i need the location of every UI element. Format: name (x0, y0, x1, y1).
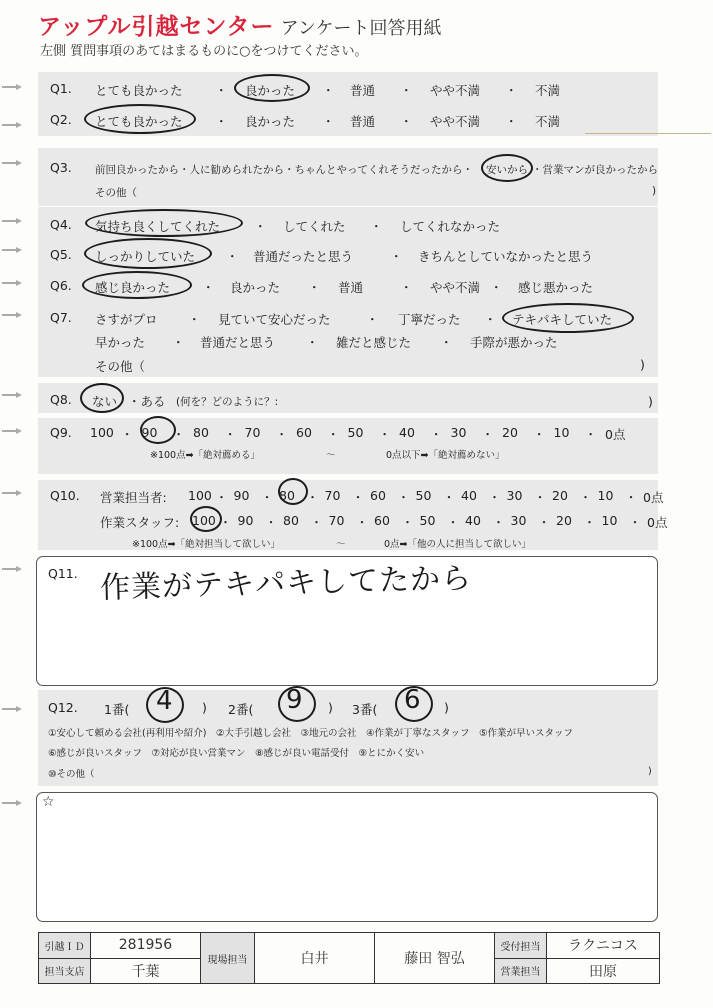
q12-choices-line-1: ①安心して頼める会社(再利用や紹介) ②大手引越し会社 ③地元の会社 ④作業が丁寧なスタッフ ⑤作業が早いスタッフ (48, 728, 573, 739)
scale-option[interactable]: 10 (597, 488, 614, 503)
q6-label: Q6. (50, 278, 72, 293)
separator-dot: ・ (505, 114, 518, 129)
q9-note-mid: 〜 (326, 450, 336, 461)
scale-option[interactable]: 100 (188, 488, 212, 503)
separator-dot: ・ (401, 515, 414, 530)
q7-option-2[interactable]: 見ていて安心だった (218, 312, 331, 327)
q11-label: Q11. (48, 566, 78, 581)
q7-other[interactable]: その他（ (95, 359, 146, 374)
separator-dot: ・ (264, 515, 278, 530)
office-use-table (38, 932, 660, 984)
selection-circle (278, 686, 316, 722)
q10-note-right: 0点➡「他の人に担当して欲しい」 (384, 539, 532, 550)
scale-option[interactable]: 70 (244, 425, 261, 440)
separator-dot: ・ (215, 114, 228, 129)
q2-option-4[interactable]: やや不満 (430, 114, 481, 129)
scale-option[interactable]: 100 (90, 425, 114, 440)
separator-dot: ・ (215, 490, 228, 505)
q3-reasons: 前回良かったから・人に勧められたから・ちゃんとやってくれそうだったから・ (95, 164, 473, 176)
separator-dot: ・ (366, 312, 379, 327)
q12-rank1-value[interactable]: 4 (156, 686, 173, 716)
q1-option-2[interactable]: 良かった (245, 83, 296, 98)
q3-label: Q3. (50, 160, 72, 175)
q5-option-3[interactable]: きちんとしていなかったと思う (418, 249, 594, 264)
selection-circle (502, 303, 634, 333)
q2-option-1[interactable]: とても良かった (95, 114, 183, 129)
q3-reasons-tail: ・営業マンが良かったから (532, 164, 658, 176)
separator-dot: ・ (188, 312, 201, 327)
q9-note-left: ※100点➡「絶対薦める」 (150, 450, 261, 461)
arrow-icon (2, 122, 24, 128)
separator-dot: ・ (378, 427, 391, 442)
star-icon: ☆ (42, 794, 55, 810)
separator-dot: ・ (492, 515, 505, 530)
q1-option-1[interactable]: とても良かった (95, 83, 183, 98)
separator-dot: ・ (400, 83, 413, 98)
q10-sales-label: 営業担当者: (100, 490, 167, 505)
site-staff-label: 現場担当 (201, 933, 255, 984)
separator-dot: ・ (172, 335, 185, 350)
separator-dot: ・ (355, 515, 369, 530)
separator-dot: ・ (446, 515, 460, 530)
scale-option[interactable]: 20 (552, 488, 568, 503)
q10-label: Q10. (50, 488, 80, 503)
separator-dot: ・ (254, 219, 267, 234)
scale-option[interactable]: 70 (328, 513, 345, 528)
q9-note-right: 0点以下➡「絶対薦めない」 (386, 450, 505, 461)
scale-option[interactable]: 20 (556, 513, 572, 528)
site-staff-1: 白井 (255, 933, 375, 984)
q6-option-5[interactable]: 感じ悪かった (518, 280, 594, 295)
paren-close: ) (648, 394, 653, 409)
separator-dot: ・ (326, 427, 340, 442)
arrow-icon (2, 280, 24, 286)
form-title (38, 8, 441, 41)
separator-dot: ・ (322, 83, 335, 98)
q12-rank3-label: 3番( (352, 702, 378, 717)
selection-circle (85, 209, 243, 237)
separator-dot: ・ (628, 515, 642, 530)
scale-option[interactable]: 10 (553, 425, 570, 440)
q7-option-8[interactable]: 手際が悪かった (470, 335, 558, 350)
scale-option[interactable]: 80 (279, 488, 295, 503)
q7-option-6[interactable]: 普通だと思う (200, 335, 276, 350)
selection-circle (278, 478, 308, 505)
selection-circle (84, 238, 212, 269)
q1-option-3[interactable]: 普通 (350, 83, 376, 98)
arrow-icon (2, 160, 24, 166)
q7-option-1[interactable]: さすがプロ (95, 312, 158, 327)
scale-option[interactable]: 60 (296, 425, 312, 440)
scale-option[interactable]: 30 (450, 425, 467, 440)
scale-option[interactable]: 100 (192, 513, 216, 528)
q2-option-2[interactable]: 良かった (245, 114, 296, 129)
q5-option-1[interactable]: しっかりしていた (95, 249, 196, 264)
scale-option[interactable]: 70 (324, 488, 341, 503)
q12-rank2-label: 2番( (228, 702, 254, 717)
q5-option-2[interactable]: 普通だったと思う (253, 249, 354, 264)
scale-option[interactable]: 90 (237, 513, 254, 528)
scale-option[interactable]: 10 (601, 513, 618, 528)
separator-dot: ・ (306, 335, 319, 350)
q2-option-3[interactable]: 普通 (350, 114, 376, 129)
separator-dot: ・ (400, 114, 413, 129)
q8-label: Q8. (50, 392, 72, 407)
separator-dot: ・ (120, 427, 134, 442)
q6-option-2[interactable]: 良かった (230, 280, 281, 295)
paren-close: ) (444, 700, 449, 715)
q7-option-3[interactable]: 丁寧だった (398, 312, 461, 327)
separator-dot: ・ (306, 490, 319, 505)
separator-dot: ・ (583, 515, 596, 530)
paren-close: ) (328, 700, 333, 715)
q4-option-2[interactable]: してくれた (283, 219, 346, 234)
scale-option[interactable]: 90 (141, 425, 158, 440)
paren-close: ) (648, 766, 652, 777)
scale-option[interactable]: 0点 (643, 490, 664, 505)
reception-value: ラクニコス (547, 933, 660, 959)
separator-dot: ・ (215, 83, 228, 98)
move-id-value: 281956 (91, 933, 201, 959)
q12-rank2-value[interactable]: 9 (286, 685, 303, 715)
q1-label: Q1. (50, 81, 72, 96)
scale-option[interactable]: 20 (502, 425, 518, 440)
separator-dot: ・ (484, 312, 497, 327)
separator-dot: ・ (275, 427, 288, 442)
separator-dot: ・ (400, 280, 413, 295)
arrow-icon (2, 247, 24, 253)
separator-dot: ・ (226, 249, 239, 264)
q9-label: Q9. (50, 425, 72, 440)
q7-option-4[interactable]: テキパキしていた (512, 312, 613, 327)
selection-circle (82, 271, 192, 299)
scale-option[interactable]: 40 (461, 488, 477, 503)
comment-box[interactable] (36, 792, 658, 922)
move-id-label: 引越ＩＤ (39, 933, 91, 959)
q6-option-4[interactable]: やや不満 (430, 280, 481, 295)
separator-dot: ・ (490, 280, 503, 295)
arrow-icon (2, 312, 24, 318)
q4-option-3[interactable]: してくれなかった (400, 219, 501, 234)
q4-option-1[interactable]: 気持ち良くしてくれた (95, 219, 221, 234)
separator-dot: ・ (532, 427, 546, 442)
selection-circle (190, 506, 222, 532)
separator-dot: ・ (397, 490, 410, 505)
paren-close: ) (202, 700, 207, 715)
selection-circle (481, 154, 533, 182)
instruction-text: 左側 質問事項のあてはまるものに○をつけてください。 (40, 44, 368, 59)
scale-option[interactable]: 30 (510, 513, 527, 528)
separator-dot: ・ (172, 427, 185, 442)
separator-dot: ・ (310, 515, 323, 530)
brand-name: アップル引越センター (38, 14, 275, 40)
separator-dot: ・ (533, 490, 547, 505)
q10-note-left: ※100点➡「絶対担当して欲しい」 (132, 539, 281, 550)
scale-option[interactable]: 0点 (605, 427, 626, 442)
scale-option[interactable]: 0点 (647, 515, 668, 530)
separator-dot: ・ (351, 490, 365, 505)
arrow-icon (2, 84, 24, 90)
q1-option-4[interactable]: やや不満 (430, 83, 481, 98)
q12-label: Q12. (48, 700, 78, 715)
separator-dot: ・ (505, 83, 518, 98)
separator-dot: ・ (579, 490, 592, 505)
q2-label: Q2. (50, 112, 72, 127)
scale-option[interactable]: 80 (193, 425, 209, 440)
q8-hint[interactable]: (何を？どのように？: (176, 396, 279, 408)
scale-option[interactable]: 60 (370, 488, 386, 503)
q7-option-5[interactable]: 早かった (95, 335, 146, 350)
selection-circle (146, 687, 184, 723)
scale-option[interactable]: 40 (465, 513, 481, 528)
separator-dot: ・ (537, 515, 551, 530)
form-subtitle: アンケート回答用紙 (280, 18, 442, 39)
arrow-icon (2, 566, 24, 572)
stray-line (585, 133, 711, 134)
q3-selected-option[interactable]: 安いから (486, 164, 528, 176)
separator-dot: ・ (488, 490, 501, 505)
separator-dot: ・ (260, 490, 274, 505)
separator-dot: ・ (370, 219, 383, 234)
arrow-icon (2, 392, 24, 398)
separator-dot: ・ (223, 427, 237, 442)
scale-option[interactable]: 90 (233, 488, 250, 503)
q2-option-5[interactable]: 不満 (535, 114, 561, 129)
selection-circle (84, 104, 196, 134)
selection-circle (395, 686, 433, 722)
arrow-icon (2, 800, 24, 806)
separator-dot: ・ (322, 114, 335, 129)
branch-label: 担当支店 (39, 958, 91, 984)
q8-no-option[interactable]: ない (92, 394, 118, 409)
scale-option[interactable]: 40 (399, 425, 415, 440)
q6-option-1[interactable]: 感じ良かった (95, 280, 171, 295)
separator-dot: ・ (440, 335, 453, 350)
branch-value: 千葉 (91, 958, 201, 984)
separator-dot: ・ (481, 427, 494, 442)
separator-dot: ・ (219, 515, 232, 530)
selection-circle (234, 74, 310, 102)
scale-option[interactable]: 50 (415, 488, 432, 503)
arrow-icon (2, 706, 24, 712)
scale-option[interactable]: 50 (419, 513, 436, 528)
q10-note-mid: 〜 (336, 539, 346, 550)
scale-option[interactable]: 60 (374, 513, 390, 528)
q12-choices-line-2: ⑥感じが良いスタッフ ⑦対応が良い営業マン ⑧感じが良い電話受付 ⑨とにかく安い (48, 748, 425, 759)
selection-circle (80, 383, 124, 413)
arrow-icon (2, 218, 24, 224)
sales-staff-label: 営業担当 (495, 958, 547, 984)
separator-dot: ・ (584, 427, 597, 442)
q7-label: Q7. (50, 310, 72, 325)
q1-option-5[interactable]: 不満 (535, 83, 561, 98)
q6-option-3[interactable]: 普通 (338, 280, 364, 295)
sales-staff-value: 田原 (547, 958, 660, 984)
scale-option[interactable]: 30 (506, 488, 523, 503)
separator-dot: ・ (308, 280, 321, 295)
q12-rank1-label: 1番( (104, 702, 130, 717)
q7-option-7[interactable]: 雑だと感じた (336, 335, 412, 350)
site-staff-2: 藤田 智弘 (375, 933, 495, 984)
reception-label: 受付担当 (495, 933, 547, 959)
selection-circle (140, 416, 176, 444)
separator-dot: ・ (442, 490, 456, 505)
separator-dot: ・ (202, 280, 215, 295)
q12-rank3-value[interactable]: 6 (404, 685, 421, 715)
q11-handwritten-answer: 作業がテキパキしてたから (99, 561, 473, 606)
q10-staff-label: 作業スタッフ: (100, 515, 180, 530)
q5-label: Q5. (50, 247, 72, 262)
separator-dot: ・ (429, 427, 443, 442)
arrow-icon (2, 490, 24, 496)
separator-dot: ・ (624, 490, 638, 505)
q4-label: Q4. (50, 217, 72, 232)
separator-dot: ・ (390, 249, 403, 264)
paren-close: ) (640, 357, 645, 372)
arrow-icon (2, 428, 24, 434)
scale-option[interactable]: 50 (347, 425, 364, 440)
q3-other[interactable]: その他（ (95, 187, 137, 199)
q8-yes-option[interactable]: ・ある (128, 394, 166, 409)
paren-close: ) (652, 185, 657, 197)
scale-option[interactable]: 80 (283, 513, 299, 528)
q12-choices-line-3[interactable]: ⑩その他（ (48, 769, 95, 780)
